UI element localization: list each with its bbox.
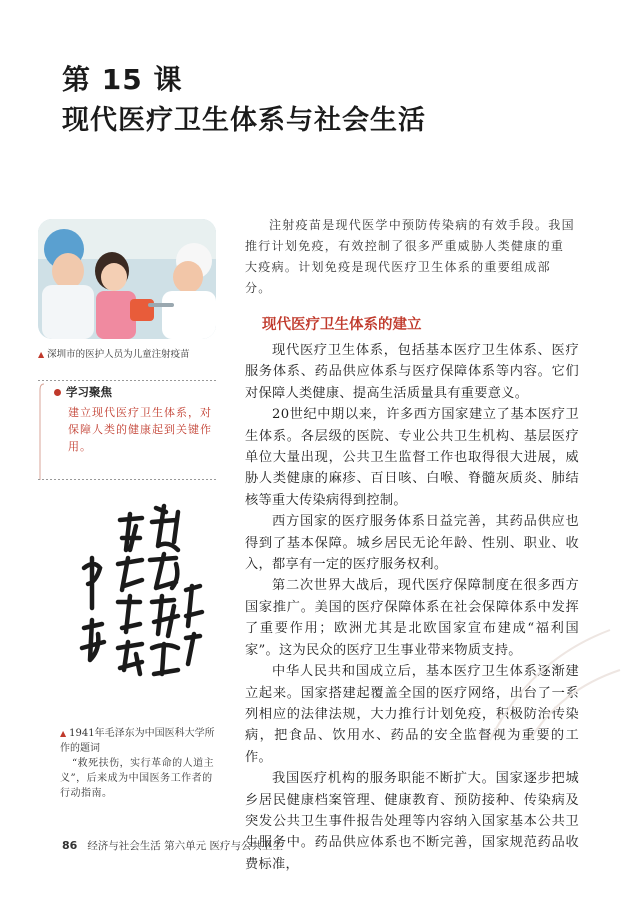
calligraphy-caption-line: 1941年毛泽东为中国医科大学所作的题词	[60, 728, 215, 754]
section-heading: 现代医疗卫生体系的建立	[262, 317, 422, 333]
photo-caption-text: 深圳市的医护人员为儿童注射疫苗	[47, 349, 190, 360]
section-body	[245, 340, 579, 875]
body-paragraph: 西方国家的医疗服务体系日益完善，其药品供应也得到了基本保障。城乡居民无论年龄、性别、职业、收入，都享有一定的医疗服务权利。	[245, 514, 579, 573]
caption-marker-icon: ▲	[38, 350, 45, 359]
calligraphy-caption	[60, 726, 216, 801]
caption-marker-icon: ▲	[60, 729, 67, 738]
lesson-title: 现代医疗卫生体系与社会生活	[62, 105, 426, 136]
lesson-intro: 注射疫苗是现代医学中预防传染病的有效手段。我国推行计划免疫，有效控制了很多严重威胁人类健康的重大疫病。计划免疫是现代医疗卫生体系的重要组成部分。	[245, 218, 575, 295]
body-paragraph: 20世纪中期以来，许多西方国家建立了基本医疗卫生体系。各层级的医院、专业公共卫生机构、基层医疗单位大量出现，公共卫生监督工作也取得很大进展，威胁人类健康的麻疹、百日咳、白喉、脊髓灰质炎、肺结核等重大传染病得到控制。	[245, 407, 579, 508]
page-number: 86	[62, 839, 78, 852]
body-paragraph: 第二次世界大战后，现代医疗保障制度在很多西方国家推广。美国的医疗保障体系在社会保障体系中发挥了重要作用；欧洲尤其是北欧国家宣布建成“福利国家”。这为民众的医疗卫生事业带来物质支持。	[245, 578, 579, 658]
calligraphy-caption-quote: “救死扶伤，实行革命的人道主义”，后来成为中国医务工作者的行动指南。	[60, 758, 215, 799]
lesson-number: 第 15 课	[62, 63, 183, 96]
vaccination-illustration	[38, 219, 216, 339]
calligraphy-brush-strokes	[78, 498, 208, 713]
body-paragraph: 现代医疗卫生体系，包括基本医疗卫生体系、医疗服务体系、药品供应体系与医疗保障体系等内容。它们对保障人类健康、提高生活质量具有重要意义。	[245, 343, 579, 401]
calligraphy-inscription	[78, 498, 208, 713]
vaccination-photo	[38, 219, 216, 339]
footer-text: 经济与社会生活 第六单元 医疗与公共卫生	[87, 840, 283, 852]
learning-focus-title: 学习聚焦	[66, 385, 112, 399]
body-paragraph: 我国医疗机构的服务职能不断扩大。国家逐步把城乡居民健康档案管理、健康教育、预防接种、传染病及突发公共卫生事件报告处理等内容纳入国家基本公共卫生服务中。药品供应体系也不断完善，国家规范药品收费标准，	[245, 771, 579, 872]
photo-caption	[38, 346, 190, 360]
page-footer	[62, 838, 283, 853]
learning-focus-text: 建立现代医疗卫生体系，对保障人类的健康起到关键作用。	[68, 406, 212, 453]
focus-bullet-icon	[54, 389, 61, 396]
background-watermark	[470, 620, 630, 750]
body-paragraph: 中华人民共和国成立后，基本医疗卫生体系逐渐建立起来。国家搭建起覆盖全国的医疗网络，出台了一系列相应的法律法规，大力推行计划免疫，积极防治传染病，把食品、饮用水、药品的安全监督视为重要的工作。	[245, 664, 579, 765]
learning-focus-heading	[54, 384, 112, 400]
